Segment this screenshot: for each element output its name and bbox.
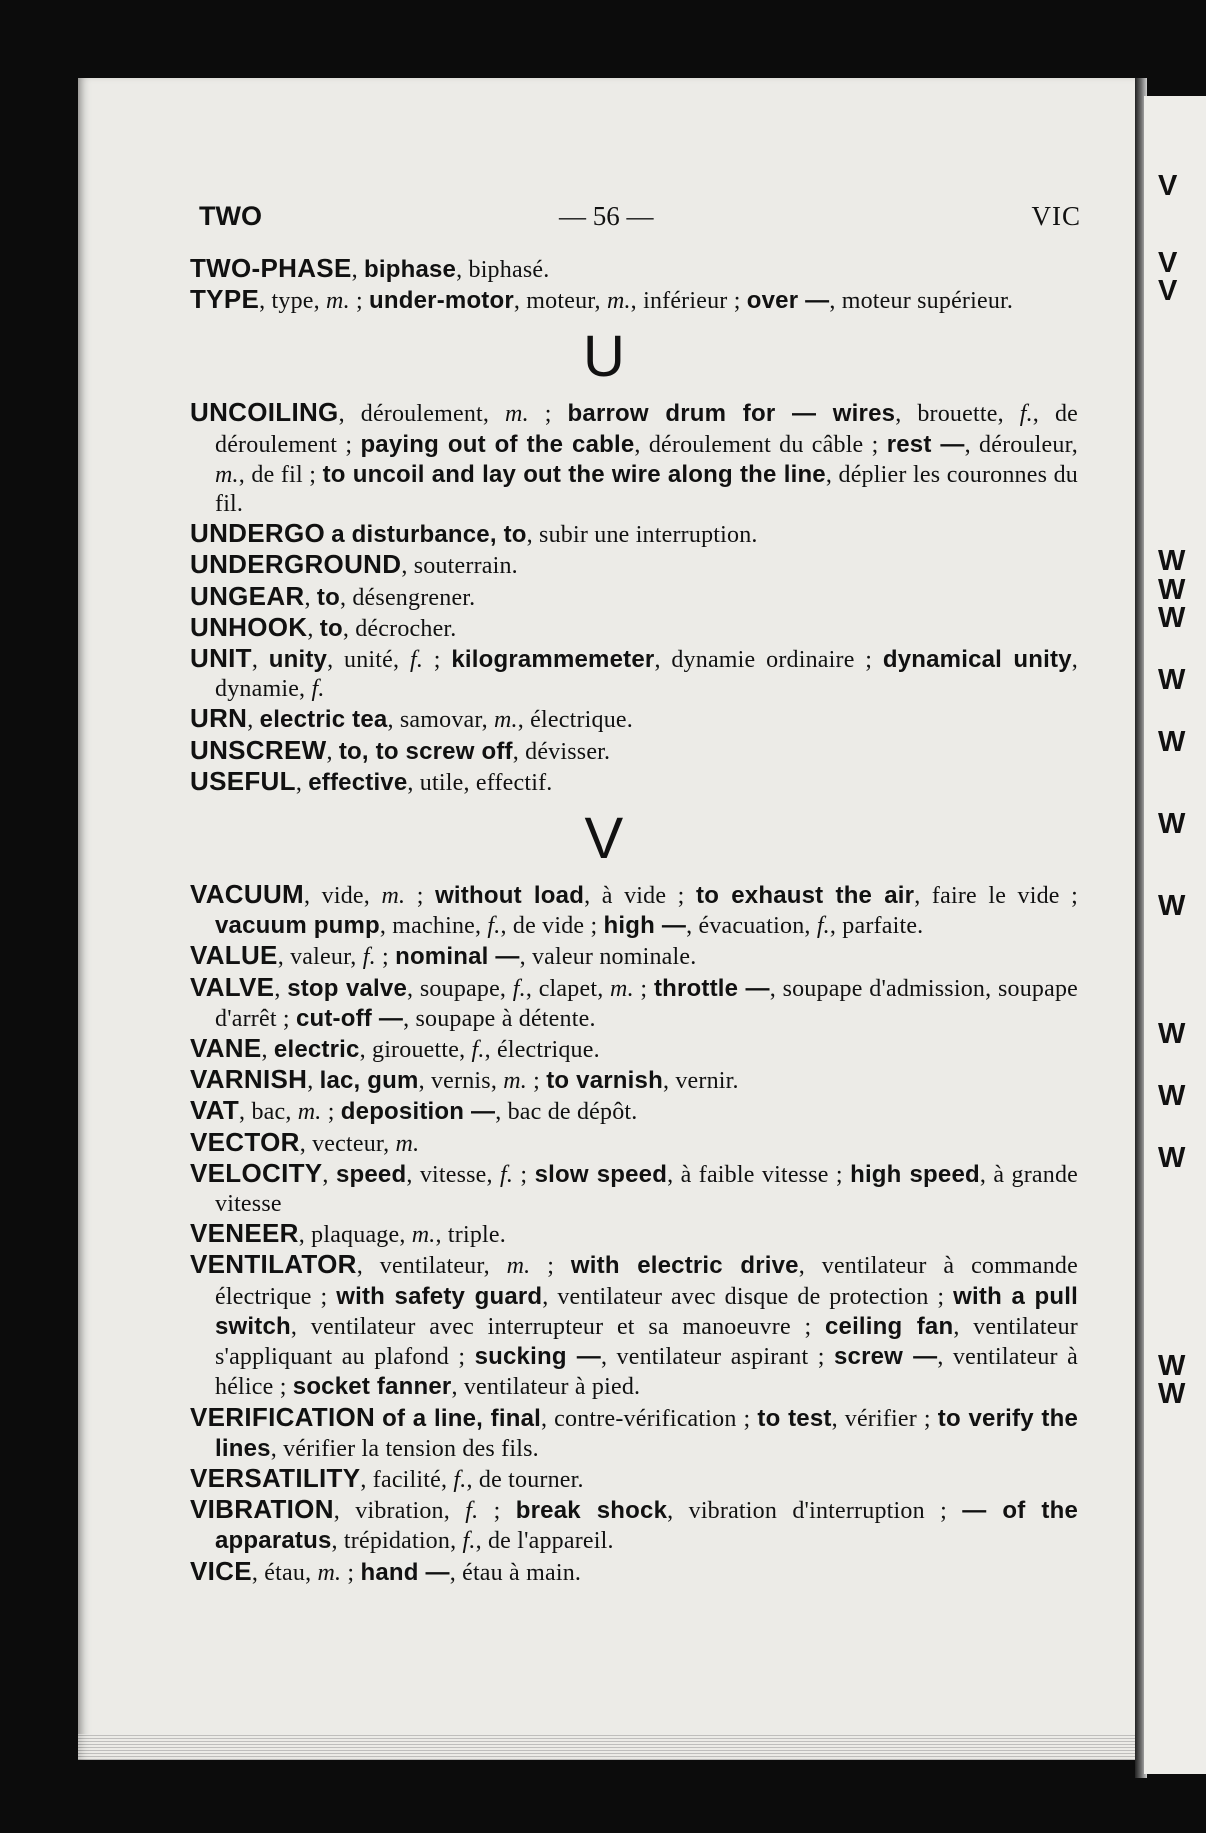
entry-term: dynamical unity	[882, 646, 1072, 674]
entry-term: barrow drum for — wires	[567, 400, 896, 428]
dictionary-entry	[190, 1034, 1078, 1065]
entry-headword: VIBRATION	[190, 1494, 334, 1525]
entry-text: , soupape,	[407, 975, 513, 1002]
entry-gender: m.	[503, 1068, 527, 1095]
entry-text: , clapet,	[525, 975, 611, 1002]
entry-term: sucking —	[474, 1343, 601, 1371]
running-head-left: TWO	[199, 201, 262, 231]
entry-term: high —	[603, 912, 687, 940]
entry-text: , ventilateur aspirant ;	[600, 1344, 834, 1371]
entry-text: ;	[423, 647, 452, 674]
entry-headword: VERIFICATION	[190, 1401, 376, 1432]
entry-text: ;	[321, 1099, 341, 1126]
entry-term: nominal —	[395, 943, 520, 971]
dictionary-entry	[190, 973, 1078, 1034]
entry-text: , vérifier la tension des fils.	[270, 1435, 539, 1462]
facing-page-letter: W	[1158, 1018, 1186, 1050]
dictionary-entry	[190, 1495, 1078, 1556]
entry-gender: m.	[610, 975, 634, 1002]
entry-headword: VELOCITY	[190, 1157, 323, 1188]
entry-gender: m.	[411, 1222, 436, 1249]
entry-term: kilogrammemeter	[451, 646, 655, 674]
entry-text: ,	[247, 707, 260, 734]
entry-gender: f.	[512, 975, 526, 1002]
entry-text: ,	[295, 769, 309, 796]
entry-term: a disturbance, to	[331, 521, 527, 549]
facing-page-letter: V	[1158, 275, 1178, 307]
entry-gender: f.	[409, 647, 424, 674]
dictionary-entry	[190, 644, 1078, 704]
dictionary-entry	[190, 1065, 1078, 1096]
entry-text: , parfaite.	[829, 913, 924, 940]
entry-text: , vernis,	[418, 1068, 504, 1095]
entry-text: , dévisser.	[512, 738, 611, 765]
entry-term: effective	[308, 768, 408, 796]
entry-text: , valeur,	[277, 944, 363, 971]
entry-gender: m.	[317, 1559, 342, 1586]
entry-text: ,	[251, 647, 269, 674]
entry-text: ,	[322, 1161, 336, 1188]
entry-text: , valeur nominale.	[519, 944, 697, 971]
entry-gender: f.	[453, 1466, 467, 1493]
entry-term: electric	[273, 1036, 360, 1064]
entry-text: , trépidation,	[331, 1528, 463, 1555]
entry-text: , vecteur,	[299, 1130, 396, 1157]
entry-gender: f.	[462, 1528, 476, 1555]
entry-term: unity	[268, 646, 328, 674]
entry-headword: VARNISH	[190, 1064, 308, 1095]
entry-headword: VECTOR	[190, 1126, 300, 1157]
entry-term: without load	[435, 882, 585, 910]
facing-page-letter: W	[1158, 664, 1186, 696]
entry-text: ;	[633, 975, 654, 1002]
entry-text: , de l'appareil.	[475, 1528, 614, 1555]
entry-headword: VENTILATOR	[190, 1249, 357, 1280]
entry-term: hand —	[360, 1558, 450, 1586]
entry-term: throttle —	[653, 974, 770, 1002]
entry-text: , étau,	[251, 1559, 318, 1586]
entry-term: to exhaust the air	[696, 882, 915, 910]
entry-gender: m.	[494, 707, 518, 734]
entry-term: stop valve	[287, 974, 408, 1002]
entry-text: ,	[307, 615, 320, 642]
facing-page-letter: W	[1158, 726, 1186, 758]
entry-headword: VENEER	[190, 1218, 299, 1249]
dictionary-entry	[190, 941, 1078, 972]
entry-term: to	[319, 614, 343, 642]
entry-term: with a pull switch	[215, 1282, 1079, 1340]
entry-term: slow speed	[534, 1160, 668, 1188]
entry-gender: m.	[606, 288, 631, 315]
entry-text: , inférieur ;	[630, 288, 747, 315]
entry-text: ;	[513, 1161, 535, 1188]
dictionary-entry	[190, 254, 1078, 285]
entry-text: , vitesse,	[406, 1161, 501, 1188]
entry-text: , ventilateur avec disque de protection ;	[542, 1283, 954, 1310]
entry-text: , électrique.	[517, 707, 633, 734]
entry-text: ;	[530, 1253, 571, 1280]
entry-term: screw —	[834, 1343, 938, 1371]
running-head	[199, 201, 1081, 237]
entry-headword: TWO-PHASE	[190, 253, 352, 283]
entry-text: , ventilateur à pied.	[451, 1374, 641, 1401]
entry-headword: UNDERGO	[190, 518, 325, 549]
section-letter-v: V	[584, 806, 624, 872]
entry-text: , ventilateur à commande électrique ;	[215, 1253, 1078, 1310]
facing-page-letter: V	[1158, 247, 1178, 279]
entry-gender: f.	[465, 1498, 479, 1525]
entry-term: to, to screw off	[338, 737, 513, 765]
entry-text: , dynamie ordinaire ;	[654, 647, 883, 674]
entry-text: , type,	[259, 288, 327, 315]
entry-gender: f.	[1019, 401, 1033, 428]
entry-text: , soupape d'admission, soupape d'arrêt ;	[215, 975, 1079, 1032]
dictionary-entry	[190, 1159, 1078, 1219]
dictionary-entry	[190, 1403, 1078, 1464]
entry-headword: URN	[190, 703, 248, 734]
entry-text: , vide,	[303, 883, 382, 910]
dictionary-entry	[190, 1250, 1078, 1402]
entry-text: , désengrener.	[339, 584, 476, 611]
entry-text: ;	[341, 1559, 361, 1586]
entry-text: , à grande vitesse	[215, 1161, 1079, 1218]
entry-gender: m.	[395, 1130, 420, 1157]
entry-text: , moteur,	[513, 288, 607, 315]
entry-text: ,	[274, 975, 288, 1002]
entry-text: ,	[326, 738, 339, 765]
entry-headword: VALUE	[190, 940, 278, 971]
entry-text: , décrocher.	[342, 615, 457, 642]
dictionary-entry	[190, 704, 1078, 735]
facing-page-letter: W	[1158, 602, 1186, 634]
entry-term: to	[316, 583, 340, 611]
entry-gender: f.	[471, 1037, 485, 1064]
entry-text: , dynamie,	[215, 647, 1078, 703]
entry-headword: VACUUM	[190, 879, 304, 910]
entry-term: to verify the lines	[215, 1404, 1078, 1462]
entry-text: , de vide ;	[500, 913, 604, 940]
dictionary-entry	[190, 1557, 1078, 1588]
entry-text: , utile, effectif.	[407, 769, 553, 796]
entry-text: , triple.	[435, 1222, 506, 1249]
facing-page-letter: W	[1158, 1080, 1186, 1112]
entry-text: , ventilateur à hélice ;	[215, 1344, 1078, 1401]
dictionary-entry	[190, 613, 1078, 644]
entry-text: , vernir.	[662, 1068, 739, 1095]
section-letter-u: U	[582, 324, 626, 390]
entry-gender: m.	[381, 883, 406, 910]
entry-headword: VANE	[190, 1033, 262, 1064]
entry-text: , facilité,	[360, 1466, 454, 1493]
entry-text: ;	[528, 401, 568, 428]
entry-text: , samovar,	[387, 707, 495, 734]
entry-text: ,	[304, 584, 317, 611]
entry-text: , faire le vide ;	[914, 883, 1079, 910]
entry-text: , unité,	[327, 647, 410, 674]
entry-term: biphase	[364, 256, 457, 283]
entry-headword: UNIT	[190, 643, 252, 674]
entry-text: , soupape à détente.	[403, 1005, 596, 1032]
facing-page-letter: W	[1158, 890, 1186, 922]
entry-text: , à faible vitesse ;	[667, 1161, 851, 1188]
dictionary-entry	[190, 736, 1078, 767]
entry-text: , évacuation,	[686, 913, 817, 940]
entry-gender: m.	[326, 288, 350, 315]
entry-text: , ventilateur avec interrupteur et sa manoeuvre ;	[290, 1313, 825, 1340]
entry-text: , souterrain.	[401, 553, 518, 580]
entry-gender: m.	[215, 461, 239, 488]
entry-term: socket fanner	[292, 1373, 452, 1401]
entry-text: ;	[478, 1498, 516, 1525]
entry-term: electric tea	[259, 706, 388, 734]
entry-text: ;	[405, 883, 436, 910]
entry-headword: VERSATILITY	[190, 1462, 361, 1493]
dictionary-entry	[190, 880, 1078, 941]
entry-gender: f.	[362, 944, 376, 971]
entry-gender: m.	[506, 1253, 531, 1280]
entry-term: over —	[746, 287, 830, 315]
entry-term: paying out of the cable	[360, 430, 635, 458]
facing-page-letter: W	[1158, 808, 1186, 840]
dictionary-entry	[190, 1464, 1078, 1495]
dictionary-entry	[190, 582, 1078, 613]
facing-page-edge	[1144, 96, 1206, 1774]
entry-text: , biphasé.	[456, 257, 550, 283]
facing-page-letter: W	[1158, 545, 1186, 577]
entry-term: break shock	[515, 1497, 668, 1525]
entry-term: of a line, final	[382, 1404, 541, 1432]
entry-text: , vibration d'interruption ;	[667, 1498, 963, 1525]
dictionary-entry	[190, 398, 1078, 519]
entry-headword: UNHOOK	[190, 611, 308, 642]
entry-text: , électrique.	[484, 1037, 600, 1064]
entry-text: , plaquage,	[298, 1222, 412, 1249]
entry-text: ,	[351, 257, 364, 283]
entry-text: , machine,	[379, 913, 488, 940]
entry-term: with electric drive	[570, 1252, 799, 1280]
entry-text: , dérouleur,	[964, 431, 1079, 458]
entry-text: , bac de dépôt.	[495, 1099, 638, 1126]
entry-gender: f.	[816, 913, 830, 940]
entry-gender: f.	[311, 676, 325, 703]
entry-text: , de déroulement ;	[215, 401, 1078, 458]
entry-text: ;	[526, 1068, 547, 1095]
facing-page-letter: W	[1158, 1378, 1186, 1410]
entry-text: , bac,	[239, 1099, 298, 1126]
dictionary-entry	[190, 1128, 1078, 1159]
facing-page-letter: W	[1158, 574, 1186, 606]
running-head-right: VIC	[1031, 201, 1081, 231]
entry-text: , déplier les couronnes du fil.	[215, 461, 1078, 518]
entry-headword: USEFUL	[190, 765, 296, 796]
dictionary-entries	[190, 254, 1078, 1588]
entry-text: ;	[375, 944, 396, 971]
entry-text: , moteur supérieur.	[829, 288, 1014, 315]
entry-text: , déroulement du câble ;	[634, 431, 887, 458]
entry-text: , contre-vérification ;	[541, 1405, 758, 1432]
entry-text: ;	[349, 288, 370, 315]
entry-text: , vibration,	[333, 1498, 466, 1525]
page-number: — 56 —	[559, 201, 654, 231]
entry-text: , étau à main.	[449, 1559, 582, 1586]
dictionary-entry	[190, 285, 1078, 316]
entry-text: , de fil ;	[238, 461, 323, 488]
entry-text: , vérifier ;	[831, 1405, 938, 1432]
entry-text: , brouette,	[895, 401, 1020, 428]
entry-text: ,	[307, 1068, 320, 1095]
entry-text: , déroulement,	[338, 401, 506, 428]
entry-headword: TYPE	[190, 284, 260, 315]
entry-term: high speed	[850, 1160, 980, 1188]
entry-term: deposition —	[340, 1098, 496, 1126]
entry-term: lac, gum	[319, 1067, 419, 1095]
entry-gender: m.	[297, 1099, 322, 1126]
entry-term: vacuum pump	[215, 912, 380, 940]
entry-term: — of the apparatus	[215, 1497, 1079, 1555]
entry-text: , de tourner.	[466, 1466, 584, 1493]
entry-headword: VALVE	[190, 971, 275, 1002]
entry-text: , ventilateur,	[356, 1253, 507, 1280]
entry-term: to uncoil and lay out the wire along the line	[322, 460, 826, 488]
entry-text: , ventilateur s'appliquant au plafond ;	[215, 1313, 1078, 1371]
entry-term: to varnish	[546, 1067, 663, 1095]
entry-term: under-motor	[369, 287, 514, 315]
entry-headword: UNSCREW	[190, 734, 327, 765]
dictionary-entry	[190, 767, 1078, 798]
dictionary-entry	[190, 519, 1078, 550]
dictionary-entry	[190, 1096, 1078, 1127]
entry-gender: m.	[505, 401, 529, 428]
entry-text: ,	[261, 1037, 274, 1064]
facing-page-letter: V	[1158, 170, 1178, 202]
entry-gender: f.	[500, 1161, 514, 1188]
entry-text: , à vide ;	[584, 883, 697, 910]
entry-term: ceiling fan	[824, 1312, 954, 1340]
entry-headword: VICE	[190, 1555, 252, 1586]
entry-headword: VAT	[190, 1095, 240, 1126]
entry-term: cut-off —	[295, 1004, 404, 1032]
dictionary-entry	[190, 550, 1078, 581]
entry-term: with safety guard	[336, 1282, 543, 1310]
entry-term: rest —	[886, 430, 965, 458]
entry-text: , girouette,	[359, 1037, 472, 1064]
entry-term: speed	[335, 1160, 407, 1188]
entry-term: to test	[757, 1404, 832, 1432]
entry-text: , subir une interruption.	[526, 522, 758, 549]
entry-headword: UNCOILING	[190, 397, 339, 428]
entry-gender: f.	[487, 913, 501, 940]
dictionary-entry	[190, 1219, 1078, 1250]
facing-page-letter: W	[1158, 1350, 1186, 1382]
entry-headword: UNDERGROUND	[190, 549, 402, 580]
entry-headword: UNGEAR	[190, 580, 305, 611]
facing-page-letter: W	[1158, 1142, 1186, 1174]
